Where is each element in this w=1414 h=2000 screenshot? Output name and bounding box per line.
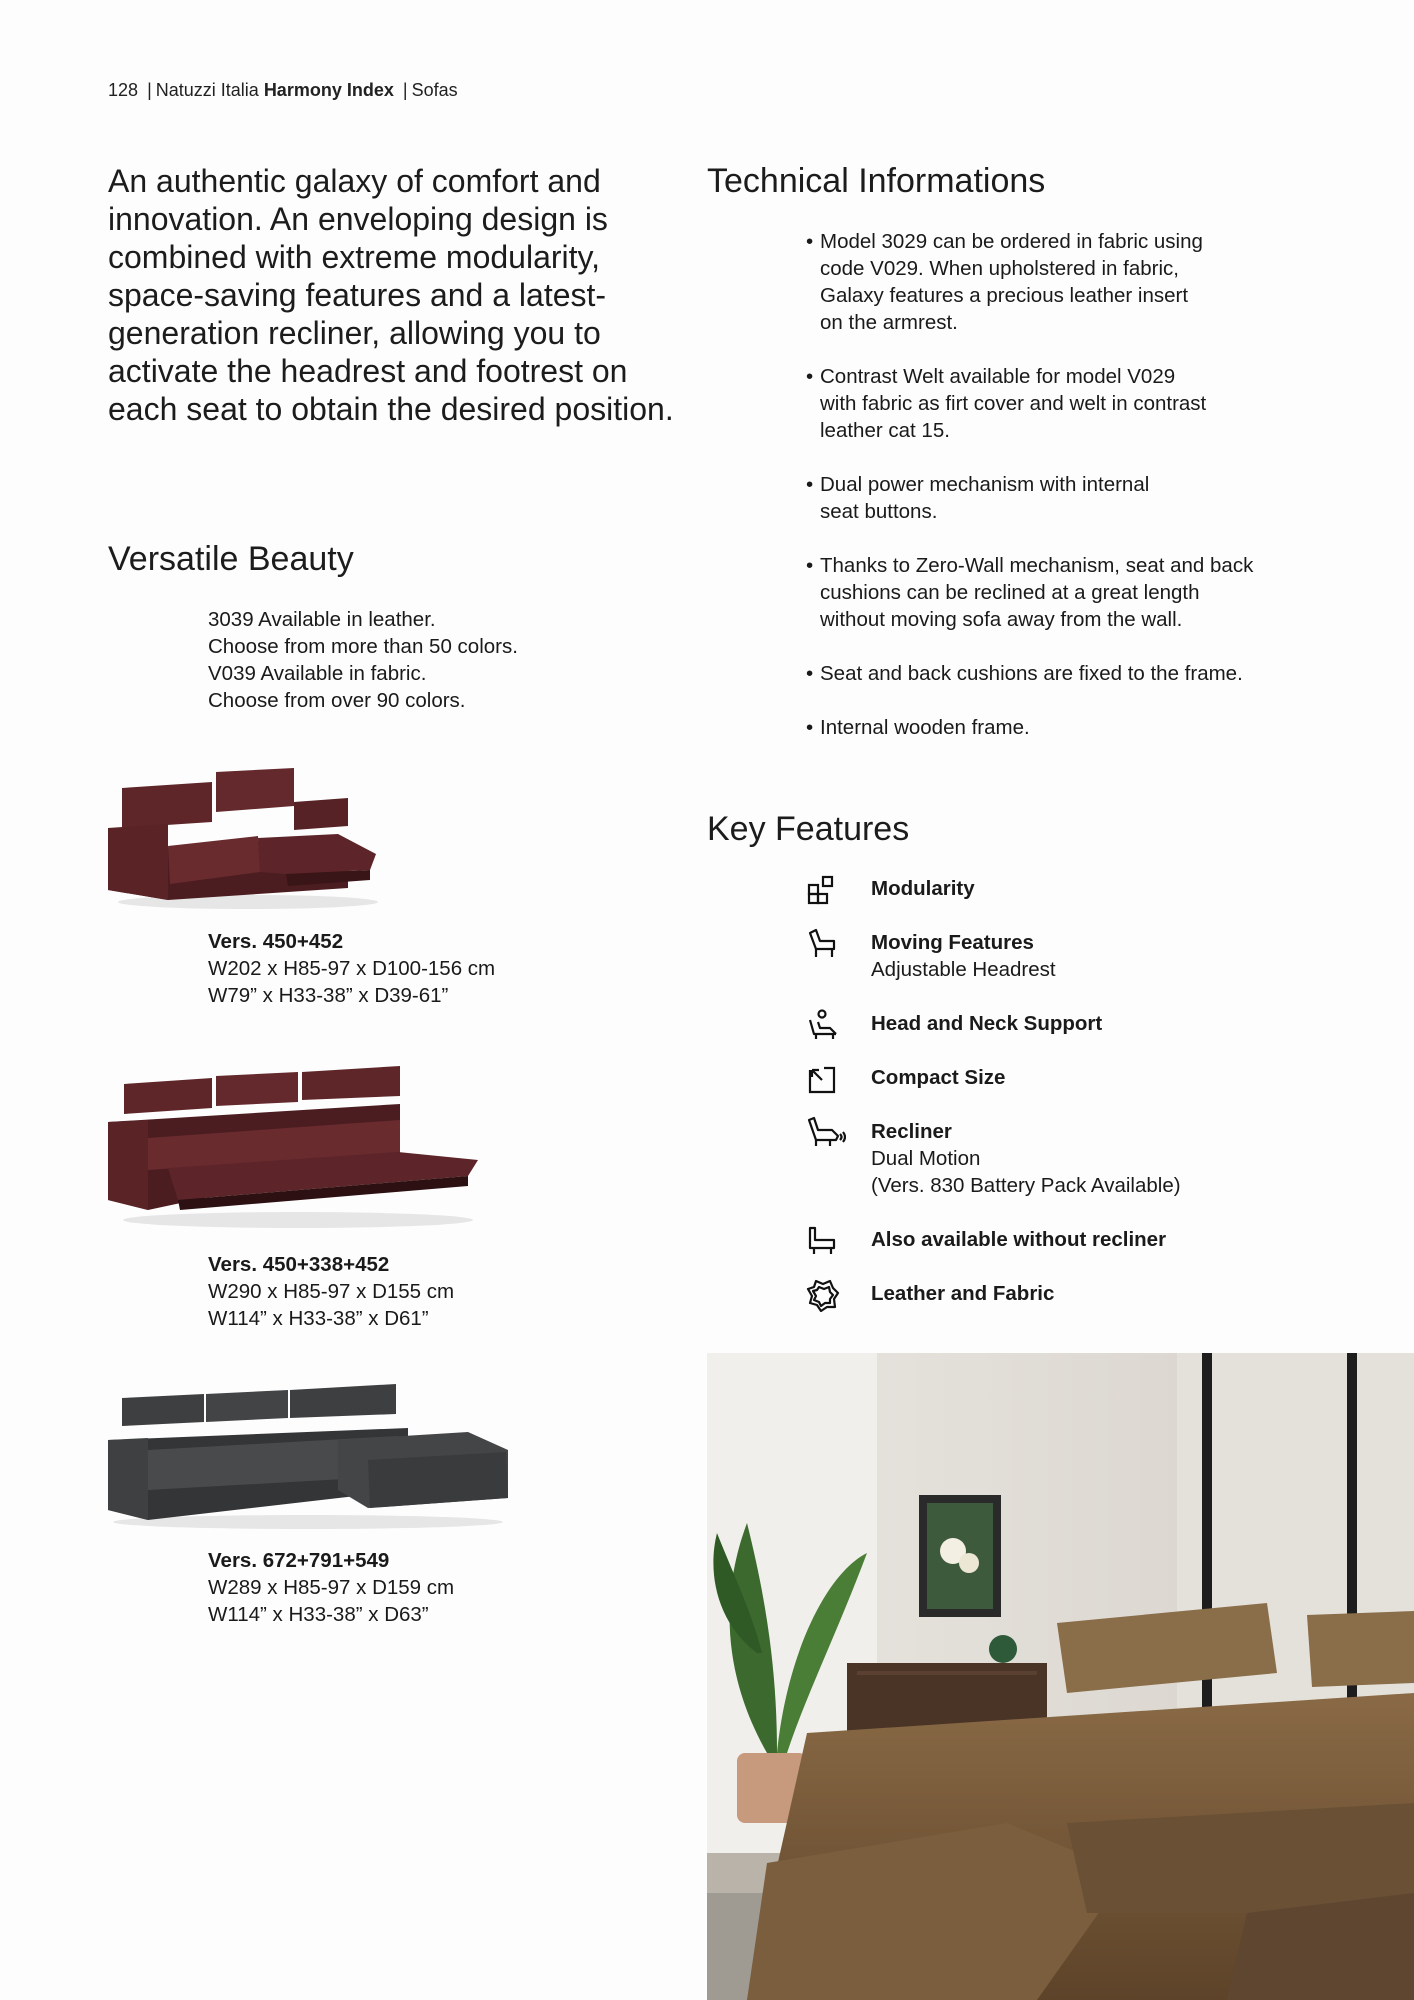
- section-name: Sofas: [411, 80, 458, 100]
- feature-title: Moving Features: [871, 931, 1034, 954]
- version-dims-metric: W202 x H85-97 x D100-156 cm: [208, 957, 496, 980]
- versatile-heading: Versatile Beauty: [108, 540, 354, 578]
- version-dims-imperial: W79” x H33-38” x D39-61”: [208, 984, 449, 1007]
- feature-subtitle: (Vers. 830 Battery Pack Available): [871, 1174, 1181, 1197]
- technical-item: • Model 3029 can be ordered in fabric using code V029. When upholstered in fabric, Galaxy features a precious leather insert on the armrest.: [806, 228, 1306, 336]
- version-dims-metric: W289 x H85-97 x D159 cm: [208, 1576, 455, 1599]
- page-header: 128 | Natuzzi Italia Harmony Index | Sofas: [108, 80, 458, 100]
- brand-name: Natuzzi Italia: [155, 80, 259, 100]
- availability-line: 3039 Available in leather.: [208, 608, 436, 631]
- sofa-chaise-image: [108, 1380, 508, 1530]
- feature-subtitle: Dual Motion: [871, 1147, 981, 1170]
- version-spec: [208, 928, 495, 1009]
- sofa-3-seat-image: [108, 1060, 488, 1230]
- feature-title: Compact Size: [871, 1066, 1006, 1089]
- leather-fabric-icon: [806, 1278, 840, 1312]
- index-name: Harmony Index: [263, 80, 394, 100]
- technical-item: • Dual power mechanism with internal seat buttons.: [806, 471, 1306, 525]
- version-spec: [208, 1547, 454, 1628]
- head-neck-support-icon: [806, 1008, 840, 1042]
- technical-item: • Seat and back cushions are fixed to the frame.: [806, 660, 1306, 687]
- version-name: Vers. 450+452: [208, 930, 344, 953]
- feature-title: Leather and Fabric: [871, 1282, 1055, 1305]
- availability-text: [208, 606, 518, 714]
- technical-item: • Contrast Welt available for model V029 with fabric as firt cover and welt in contrast leather cat 15.: [806, 363, 1306, 444]
- page-number: 128: [108, 80, 139, 100]
- version-spec: [208, 1251, 454, 1332]
- version-name: Vers. 450+338+452: [208, 1253, 390, 1276]
- technical-item: • Thanks to Zero-Wall mechanism, seat and back cushions can be reclined at a great length without moving sofa away from the wall.: [806, 552, 1306, 633]
- availability-line: Choose from over 90 colors.: [208, 689, 466, 712]
- version-dims-imperial: W114” x H33-38” x D61”: [208, 1307, 429, 1330]
- no-recliner-icon: [806, 1224, 840, 1258]
- sofa-2-seat-image: [108, 762, 388, 912]
- moving-features-icon: [806, 927, 840, 961]
- features-heading: Key Features: [707, 810, 910, 848]
- sofa-body: [108, 768, 376, 900]
- wall-painting: [919, 1495, 1001, 1617]
- version-name: Vers. 672+791+549: [208, 1549, 390, 1572]
- version-dims-imperial: W114” x H33-38” x D63”: [208, 1603, 429, 1626]
- technical-heading: Technical Informations: [707, 162, 1046, 200]
- technical-item: • Internal wooden frame.: [806, 714, 1306, 741]
- feature-subtitle: Adjustable Headrest: [871, 958, 1056, 981]
- feature-title: Recliner: [871, 1120, 952, 1143]
- living-room-photo: [707, 1353, 1414, 2000]
- feature-title: Modularity: [871, 877, 975, 900]
- sofa-body: [108, 1384, 508, 1520]
- modularity-icon: [806, 873, 840, 907]
- availability-line: Choose from more than 50 colors.: [208, 635, 518, 658]
- technical-list: [806, 228, 1306, 768]
- availability-line: V039 Available in fabric.: [208, 662, 427, 685]
- intro-paragraph: An authentic galaxy of comfort and innovation. An enveloping design is combined with extreme modularity, space-saving features and a latest-generation recliner, allowing you to activate the headrest and footrest on each seat to obtain the desired position.: [108, 163, 674, 427]
- version-dims-metric: W290 x H85-97 x D155 cm: [208, 1280, 455, 1303]
- sofa-body: [108, 1066, 478, 1210]
- feature-title: Also available without recliner: [871, 1228, 1167, 1251]
- recliner-icon: [806, 1116, 846, 1150]
- compact-size-icon: [806, 1062, 840, 1096]
- feature-title: Head and Neck Support: [871, 1012, 1103, 1035]
